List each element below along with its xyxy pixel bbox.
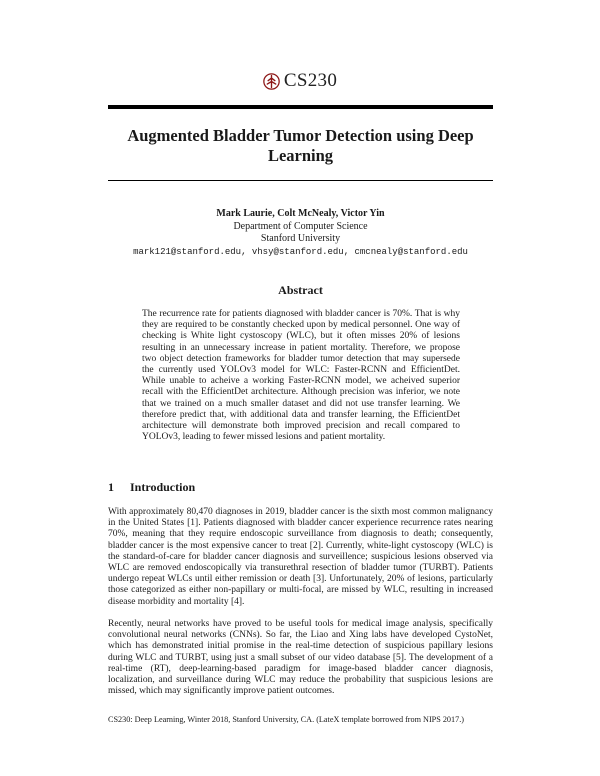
footer-note: CS230: Deep Learning, Winter 2018, Stanford University, CA. (LateX template borrowed from NIPS 2017.) (108, 715, 464, 724)
department: Department of Computer Science (233, 220, 368, 232)
author-block (108, 208, 493, 258)
section-heading (108, 480, 195, 495)
section-number: 1 (108, 480, 114, 494)
section-title: Introduction (130, 480, 196, 494)
title-rule-top (108, 105, 493, 109)
abstract-text: The recurrence rate for patients diagnosed with bladder cancer is 70%. That is why they are required to be constantly checked upon by medical personnel. One way of checking is White light cystoscopy (WLC), but it often misses 20% of lesions resulting in an unnecessary increase in patient mortality. Therefore, we propose two object detection frameworks for bladder tumor detection that may supersede the currently used YOLOv3 model for WLC: Faster-RCNN and EfficientDet. While unable to acheive a working Faster-RCNN model, we acheived superior recall with the EfficientDet architecture. Although precision was inferior, we note that we trained on a much smaller dataset and did not use transfer learning. We therefore predict that, with additional data and transfer learning, the EfficientDet architecture will demonstrate both improved precision and recall compared to YOLOv3, leading to fewer missed lesions and patient mortality. (142, 309, 460, 443)
intro-paragraph-2: Recently, neural networks have proved to be useful tools for medical image analysis, specifically convolutional neural networks (CNNs). So far, the Liao and Xing labs have developed CystoNet, which has demonstrated initial promise in the real-time detection of suspicious papillary lesions during WLC and TURBT, using just a small subset of our video database [5]. The development of a real-time (RT), deep-learning-based paradigm for image-based bladder cancer diagnosis, localization, and surveillance during WLC may reduce the probability that suspicious lesions are missed, which may significantly improve patient outcomes. (108, 619, 493, 697)
cs230-logo (0, 70, 600, 92)
stanford-tree-icon (263, 73, 280, 90)
logo-text: CS230 (283, 70, 338, 91)
intro-paragraph-1: With approximately 80,470 diagnoses in 2019, bladder cancer is the sixth most common malignancy in the United States [1]. Patients diagnosed with bladder cancer experience recurrence rates nearing 70%, meaning that they require endoscopic surveillance from diagnosis to death; consequently, bladder cancer is the most expensive cancer to treat [2]. Currently, white-light cystoscopy (WLC) is the standard-of-care for bladder cancer diagnosis and surveillence; suspicious lesions observed via WLC are removed endoscopically via transurethral resection of bladder tumor (TURBT). Patients undergo repeat WLCs until either remission or death [3]. Unfortunately, 20% of lesions, particularly those categorized as either non-papillary or multi-focal, are missed by WLC, resulting in increased disease morbidity and mortality [4]. (108, 507, 493, 607)
title-rule-bottom (108, 180, 493, 181)
author-names: Mark Laurie, Colt McNealy, Victor Yin (216, 208, 385, 219)
abstract-heading: Abstract (278, 283, 323, 297)
paper-title: Augmented Bladder Tumor Detection using Deep Learning (127, 126, 474, 165)
university: Stanford University (260, 233, 341, 244)
author-emails: mark121@stanford.edu, vhsy@stanford.edu, cmcnealy@stanford.edu (133, 246, 468, 257)
